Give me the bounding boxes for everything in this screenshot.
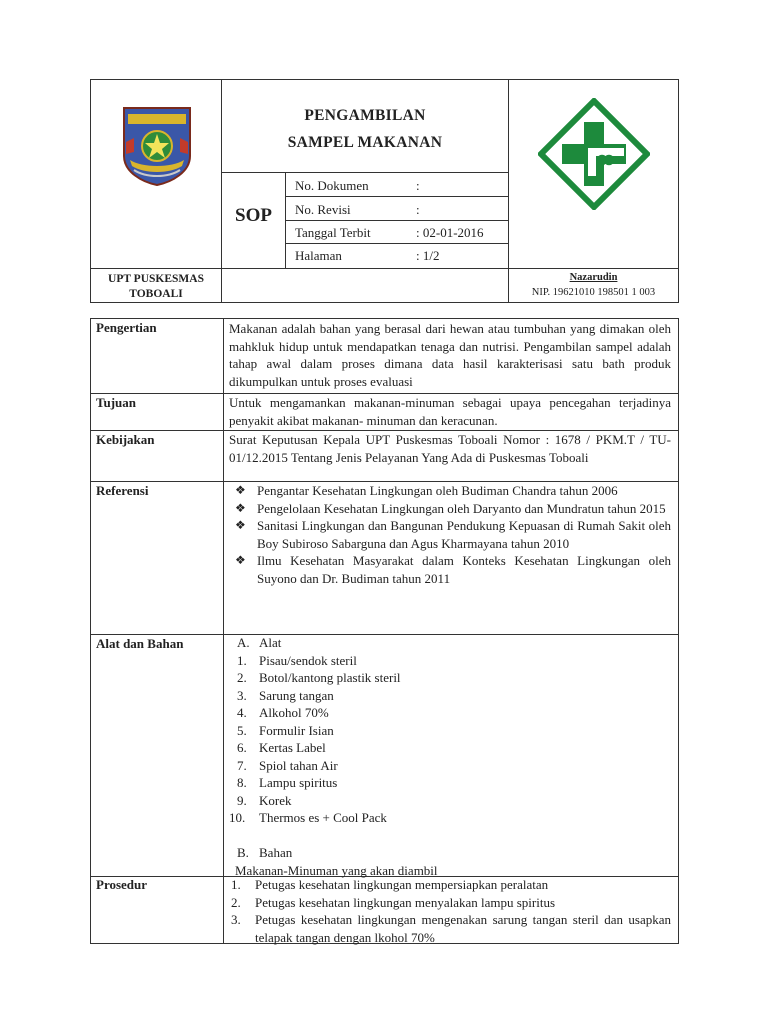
procedure-step: 1. Petugas kesehatan lingkungan mempersiapkan peralatan: [231, 877, 549, 892]
list-item: 7. Spiol tahan Air: [237, 757, 338, 773]
unit-name-line-2: TOBOALI: [129, 288, 183, 300]
meta-value-tanggal-terbit: : 02-01-2016: [416, 225, 484, 240]
meta-label-no-dokumen: No. Dokumen: [295, 178, 369, 193]
text-kebijakan: Surat Keputusan Kepala UPT Puskesmas Toboali Nomor : 1678 / PKM.T / TU-01/12.2015 Tentang Jenis Pelayanan Yang Ada di Puskesmas Toboali: [229, 432, 671, 465]
group-alat-heading: A. Alat: [237, 635, 282, 650]
procedure-step: 2. Petugas kesehatan lingkungan menyalakan lampu spiritus: [231, 894, 556, 910]
procedure-step: 3. Petugas kesehatan lingkungan mengenakan sarung tangan steril dan usapkan telapak tangan dengan lkohol 70%: [231, 912, 671, 945]
title-line-2: SAMPEL MAKANAN: [287, 134, 443, 151]
label-tujuan: Tujuan: [96, 395, 136, 410]
document-title: [222, 102, 508, 156]
list-alat-bahan: [229, 634, 671, 879]
label-alat-bahan: Alat dan Bahan: [96, 636, 184, 651]
reference-text: Ilmu Kesehatan Masyarakat dalam Konteks Kesehatan Lingkungan oleh Suyono dan Dr. Budiman tahun 2011: [257, 553, 671, 586]
signer-name: Nazarudin: [569, 272, 618, 283]
label-referensi: Referensi: [96, 483, 149, 498]
list-item: 2. Botol/kantong plastik steril: [237, 670, 401, 685]
bahan-text: Makanan-Minuman yang akan diambil: [235, 862, 438, 878]
list-item: 3. Sarung tangan: [237, 687, 334, 703]
reference-item: [229, 552, 671, 587]
list-item: 1. Pisau/sendok steril: [237, 652, 357, 668]
regency-emblem-logo: [120, 104, 194, 186]
list-prosedur: [229, 876, 671, 946]
meta-value-no-dokumen: :: [416, 178, 420, 193]
list-item: 8. Lampu spiritus: [237, 775, 338, 790]
meta-value-no-revisi: :: [416, 202, 420, 217]
label-prosedur: Prosedur: [96, 877, 148, 892]
meta-label-no-revisi: No. Revisi: [295, 202, 351, 217]
puskesmas-logo: [538, 98, 650, 210]
signer-nip: NIP. 19621010 198501 1 003: [531, 287, 656, 298]
group-letter: A.: [237, 635, 250, 650]
diamond-bullet-icon: ❖: [235, 483, 246, 497]
reference-text: Pengelolaan Kesehatan Lingkungan oleh Daryanto dan Mundratun tahun 2015: [257, 500, 666, 516]
meta-value-halaman: : 1/2: [416, 248, 440, 263]
meta-label-halaman: Halaman: [295, 248, 342, 263]
group-letter: B.: [237, 845, 249, 860]
diamond-bullet-icon: ❖: [235, 518, 246, 532]
list-item: 4. Alkohol 70%: [237, 705, 329, 720]
list-referensi: [229, 482, 671, 587]
list-item: 5. Formulir Isian: [237, 722, 334, 738]
label-pengertian: Pengertian: [96, 320, 157, 335]
reference-item: [229, 500, 671, 518]
reference-text: Sanitasi Lingkungan dan Bangunan Pendukung Kepuasan di Rumah Sakit oleh Boy Subiroso Sabarguna dan Agus Kharmayana tahun 2010: [257, 518, 671, 551]
reference-item: [229, 482, 671, 500]
title-line-1: PENGAMBILAN: [304, 107, 426, 124]
list-item: 6. Kertas Label: [237, 740, 326, 755]
meta-label-tanggal-terbit: Tanggal Terbit: [295, 225, 371, 240]
list-item: 9. Korek: [237, 792, 292, 808]
signer-block: [509, 270, 678, 300]
group-bahan-heading: B. Bahan: [237, 845, 293, 860]
unit-name: [90, 272, 222, 302]
reference-text: Pengantar Kesehatan Lingkungan oleh Budiman Chandra tahun 2006: [257, 483, 618, 498]
diamond-bullet-icon: ❖: [235, 500, 246, 515]
text-tujuan: Untuk mengamankan makanan-minuman sebagai upaya pencegahan terjadinya penyakit akibat makanan- minuman dan keracunan.: [229, 395, 671, 428]
text-pengertian: Makanan adalah bahan yang berasal dari hewan atau tumbuhan yang dimakan oleh mahkluk hidup untuk mendapatkan tenaga dan nutrisi. Pengambilan sampel adalah tahap awal dalam proses dimana data hasil karakterisasi satu bath produk dikumpulkan untuk proses evaluasi: [229, 321, 671, 389]
reference-item: [229, 517, 671, 552]
label-kebijakan: Kebijakan: [96, 432, 155, 447]
unit-name-line-1: UPT PUSKESMAS: [108, 273, 204, 285]
list-item: 10. Thermos es + Cool Pack: [229, 810, 387, 825]
sop-label: SOP: [235, 205, 272, 226]
diamond-bullet-icon: ❖: [235, 553, 246, 567]
